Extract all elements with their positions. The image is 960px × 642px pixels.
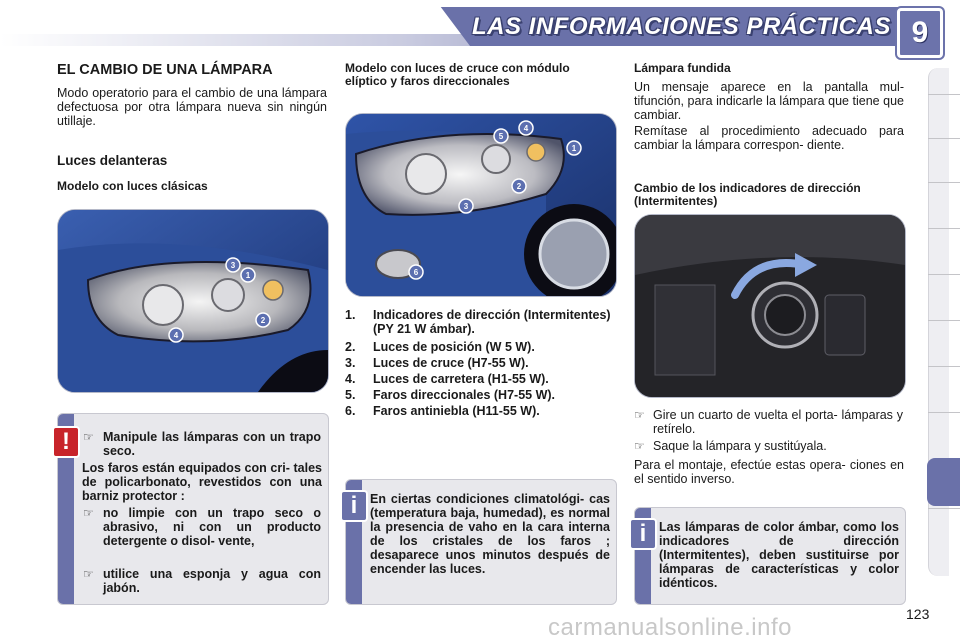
info-icon: i xyxy=(629,518,657,550)
tab-divider xyxy=(928,320,960,321)
headlight-illustration xyxy=(346,114,616,296)
chapter-badge: 9 xyxy=(897,8,943,58)
model-heading: Modelo con luces de cruce con módulo elíptico y faros direccionales xyxy=(345,61,570,88)
warning-box xyxy=(57,413,329,605)
section-heading: Lámpara fundida xyxy=(634,61,731,75)
svg-text:4: 4 xyxy=(173,331,179,340)
svg-text:2: 2 xyxy=(260,316,266,325)
svg-text:3: 3 xyxy=(463,202,469,211)
watermark: carmanualsonline.info xyxy=(548,614,792,641)
indicator-illustration xyxy=(635,215,905,397)
svg-text:1: 1 xyxy=(571,144,577,153)
page-number: 123 xyxy=(906,606,930,622)
section-title: EL CAMBIO DE UNA LÁMPARA xyxy=(57,62,273,78)
warning-bullet: utilice una esponja y agua con jabón. xyxy=(103,567,321,595)
svg-text:2: 2 xyxy=(516,182,522,191)
pointing-hand-icon: ☞ xyxy=(634,408,645,422)
paragraph: Un mensaje aparece en la pantalla mul- tifunción, para indicarle la lámpara que tiene que cambiar. xyxy=(634,80,904,122)
svg-text:1: 1 xyxy=(245,271,251,280)
pointing-hand-icon: ☞ xyxy=(83,430,94,444)
headlight-photo-elliptic xyxy=(345,113,617,297)
active-chapter-tab[interactable] xyxy=(927,458,960,506)
paragraph: Remítase al procedimiento adecuado para cambiar la lámpara correspon- diente. xyxy=(634,124,904,152)
step-text: Gire un cuarto de vuelta el porta- lámparas y retírelo. xyxy=(653,408,903,436)
tab-divider xyxy=(928,228,960,229)
tab-divider xyxy=(928,274,960,275)
section-heading: Cambio de los indicadores de dirección (Intermitentes) xyxy=(634,181,861,208)
page-title: LAS INFORMACIONES PRÁCTICAS xyxy=(472,13,891,40)
warning-paragraph: Los faros están equipados con cri- tales de policarbonato, revestidos con una barniz protector : xyxy=(82,461,322,503)
headlight-photo-classic xyxy=(57,209,329,393)
info-box xyxy=(634,507,906,605)
info-box xyxy=(345,479,617,605)
tab-divider xyxy=(928,94,960,95)
paragraph: Para el montaje, efectúe estas opera- ciones en el sentido inverso. xyxy=(634,458,904,486)
pointing-hand-icon: ☞ xyxy=(83,506,94,520)
step-text: Saque la lámpara y sustitúyala. xyxy=(653,439,827,453)
info-text: Las lámparas de color ámbar, como los indicadores de dirección (Intermitentes), deben sustituirse por lámparas de características y color idénticos. xyxy=(659,520,899,590)
warning-icon: ! xyxy=(52,426,80,458)
info-text: En ciertas condiciones climatológi- cas (temperatura baja, humedad), es normal la presencia de vaho en la cara interna de los cristales de los faros ; desaparece unos minutos después de encender las luces. xyxy=(370,492,610,576)
info-icon: i xyxy=(340,490,368,522)
intro-text: Modo operatorio para el cambio de una lámpara defectuosa por otra lámpara nueva sin ningún utillaje. xyxy=(57,86,327,128)
model-heading: Modelo con luces clásicas xyxy=(57,179,208,193)
pointing-hand-icon: ☞ xyxy=(83,567,94,581)
tab-divider xyxy=(928,412,960,413)
headlight-illustration xyxy=(58,210,328,392)
tab-divider xyxy=(928,366,960,367)
page-header xyxy=(0,0,960,56)
svg-text:3: 3 xyxy=(230,261,236,270)
svg-text:4: 4 xyxy=(523,124,529,133)
tab-divider xyxy=(928,508,960,509)
pointing-hand-icon: ☞ xyxy=(634,439,645,453)
indicator-photo xyxy=(634,214,906,398)
warning-bullet: no limpie con un trapo seco o abrasivo, ni con un producto detergente o disol- vente, xyxy=(103,506,321,548)
svg-text:6: 6 xyxy=(413,268,419,277)
subsection-title: Luces delanteras xyxy=(57,153,168,168)
tab-divider xyxy=(928,182,960,183)
tab-divider xyxy=(928,138,960,139)
warning-bullet: Manipule las lámparas con un trapo seco. xyxy=(103,430,321,458)
svg-text:5: 5 xyxy=(498,132,504,141)
